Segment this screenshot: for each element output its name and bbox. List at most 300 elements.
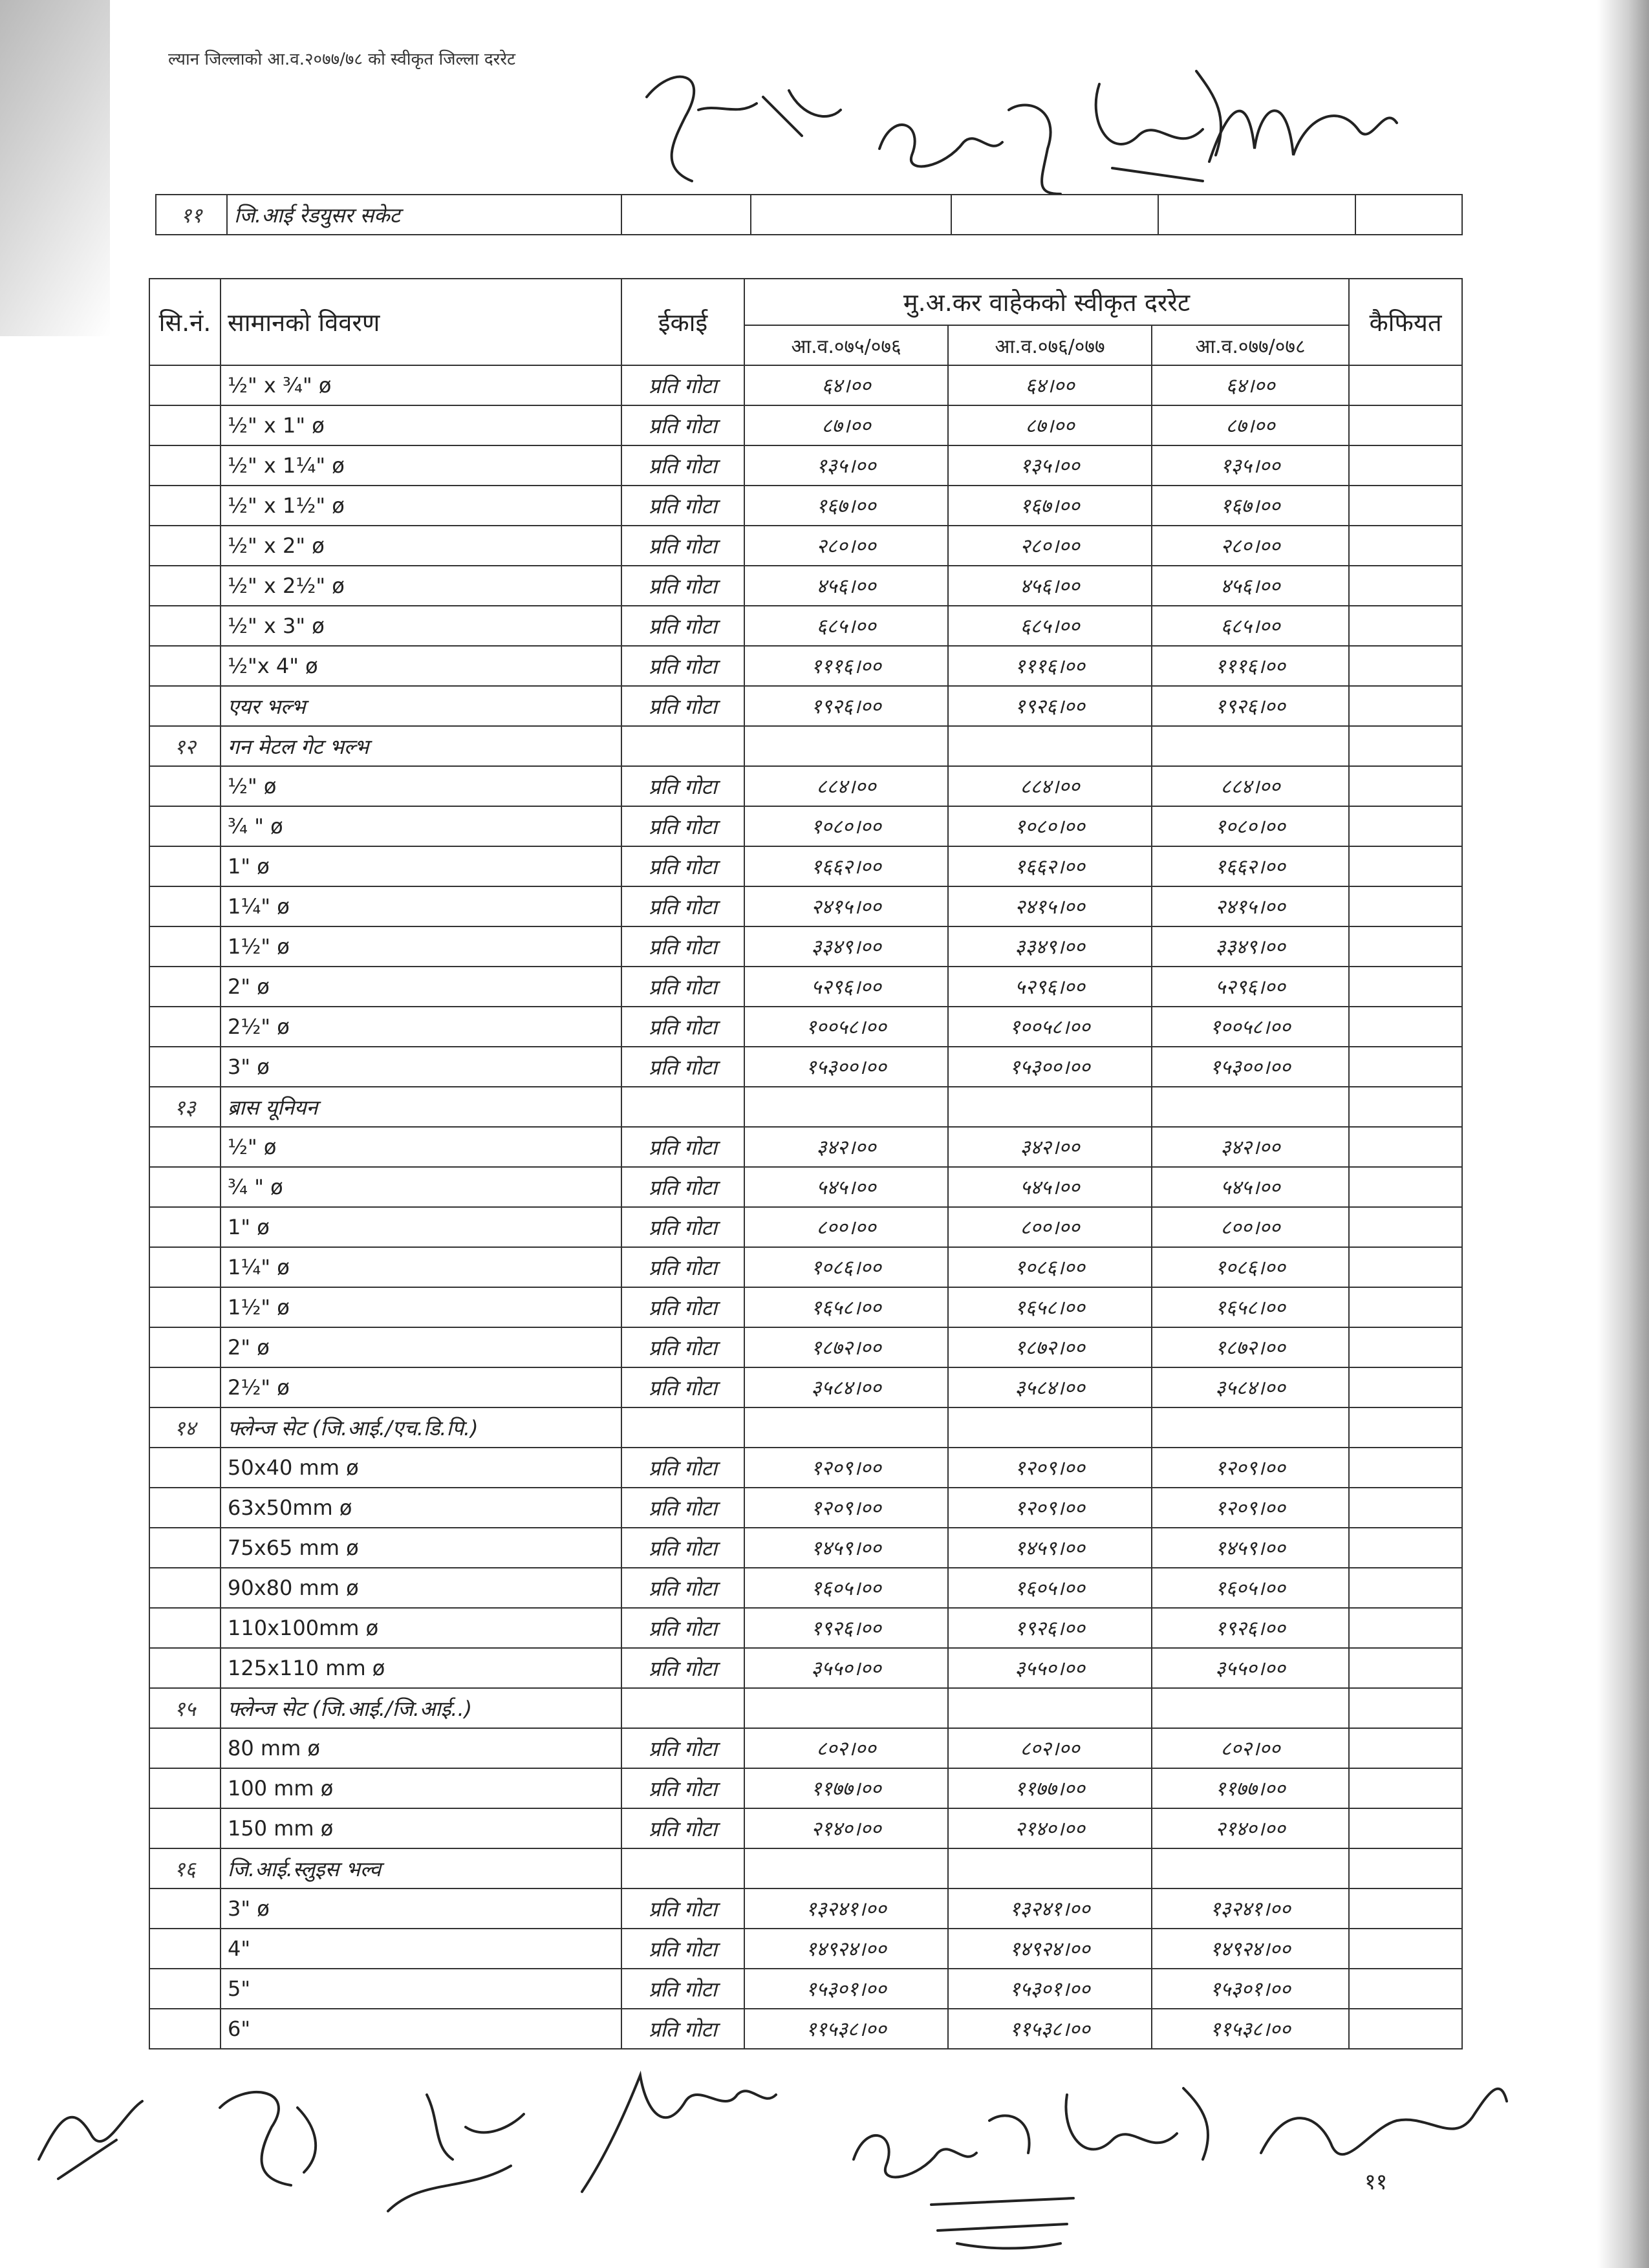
row-unit (621, 1848, 744, 1888)
table-row (149, 1648, 1462, 1688)
row-remarks (1349, 886, 1462, 926)
row-rate-1: ६४।०० (744, 365, 948, 405)
row-rate-1: १११६।०० (744, 646, 948, 686)
row-remarks (1349, 1808, 1462, 1848)
col-header-rate-group: मु.अ.कर वाहेकको स्वीकृत दररेट (744, 279, 1349, 325)
table-row (149, 1448, 1462, 1488)
table-row (149, 526, 1462, 566)
row-rate-1: १२०९।०० (744, 1448, 948, 1488)
row-unit: प्रति गोटा (621, 1247, 744, 1287)
row-unit: प्रति गोटा (621, 1007, 744, 1047)
row-rate-3: १३२४१।०० (1152, 1888, 1349, 1929)
row-item: 3" ø (221, 1888, 621, 1929)
table-group-row (149, 1688, 1462, 1728)
row-sn (149, 566, 221, 606)
row-unit: प्रति गोटा (621, 2009, 744, 2049)
row-rate-2: १५३०१।०० (948, 1969, 1152, 2009)
row-remarks (1349, 1007, 1462, 1047)
rate-table-body (149, 365, 1462, 2049)
row-sn (149, 1007, 221, 1047)
table-group-row (149, 1087, 1462, 1127)
row-item: 125x110 mm ø (221, 1648, 621, 1688)
row-item: 1½" ø (221, 1287, 621, 1327)
row-rate-1: ११७७।०० (744, 1768, 948, 1808)
row-rate-2: ११७७।०० (948, 1768, 1152, 1808)
table-row (149, 1568, 1462, 1608)
row-sn (149, 806, 221, 846)
row-remarks (1349, 1488, 1462, 1528)
table-row (149, 365, 1462, 405)
row-item: ½" x 1½" ø (221, 486, 621, 526)
signature-bottom-2 (194, 2069, 349, 2198)
row-remarks (1349, 1568, 1462, 1608)
row-item: ¾ " ø (221, 1167, 621, 1207)
row-item: 150 mm ø (221, 1808, 621, 1848)
row-sn (149, 1929, 221, 1969)
row-rate-2: ५२९६।०० (948, 967, 1152, 1007)
row-rate-3: १९२६।०० (1152, 686, 1349, 726)
row-sn: १२ (149, 726, 221, 766)
header-row-1 (149, 279, 1462, 325)
row-rate-1: ३५५०।०० (744, 1648, 948, 1688)
row-rate-3: ३५५०।०० (1152, 1648, 1349, 1688)
row-rate-2: १५३००।०० (948, 1047, 1152, 1087)
row-rate-1: ८००।०० (744, 1207, 948, 1247)
row-rate-3: १६६२।०० (1152, 846, 1349, 886)
row-rate-3: ३४२।०० (1152, 1127, 1349, 1167)
row-sn (149, 1367, 221, 1407)
row-rate-2: ८८४।०० (948, 766, 1152, 806)
signature-bottom-4 (569, 2056, 789, 2205)
row-item: गन मेटल गेट भल्भ (221, 726, 621, 766)
row-rate-2: ११५३८।०० (948, 2009, 1152, 2049)
table-group-row (149, 1848, 1462, 1888)
row-rate-2: १४९२४।०० (948, 1929, 1152, 1969)
row-unit: प्रति गोटा (621, 1929, 744, 1969)
row-item: 80 mm ø (221, 1728, 621, 1768)
row-rate-3: १५३०१।०० (1152, 1969, 1349, 2009)
row-item: 100 mm ø (221, 1768, 621, 1808)
row-remarks (1349, 486, 1462, 526)
row-sn (149, 886, 221, 926)
table-row (149, 445, 1462, 486)
row-item: 2" ø (221, 967, 621, 1007)
row-sn (149, 1608, 221, 1648)
row-sn (149, 1768, 221, 1808)
row-rate-1: १०८०।०० (744, 806, 948, 846)
row-item: 63x50mm ø (221, 1488, 621, 1528)
row-unit: प्रति गोटा (621, 526, 744, 566)
row-remarks (1349, 1087, 1462, 1127)
table-row (149, 1007, 1462, 1047)
row-rate-3: १६५८।०० (1152, 1287, 1349, 1327)
row-item: 6" (221, 2009, 621, 2049)
row-remarks (1349, 1127, 1462, 1167)
row-item: 90x80 mm ø (221, 1568, 621, 1608)
row-rate-3: १५३००।०० (1152, 1047, 1349, 1087)
row-rate-1: १८७२।०० (744, 1327, 948, 1367)
row-rate-2: १००५८।०० (948, 1007, 1152, 1047)
row-item: 1¼" ø (221, 1247, 621, 1287)
row-rate-2: ३३४९।०० (948, 926, 1152, 967)
row-rate-3: १४९२४।०० (1152, 1929, 1349, 1969)
row-rate-2: १११६।०० (948, 646, 1152, 686)
row-item: 1½" ø (221, 926, 621, 967)
row-remarks (1349, 1608, 1462, 1648)
row-sn: १४ (149, 1407, 221, 1448)
row-sn (149, 686, 221, 726)
row-sn (149, 1808, 221, 1848)
row-rate-3: १८७२।०० (1152, 1327, 1349, 1367)
row-remarks (1349, 1047, 1462, 1087)
row-remarks (1349, 1287, 1462, 1327)
col-header-sn: सि.नं. (149, 279, 221, 365)
row-item: फ्लेन्ज सेट (जि.आई./एच.डि.पि.) (221, 1407, 621, 1448)
row-unit: प्रति गोटा (621, 1488, 744, 1528)
table-row (149, 1768, 1462, 1808)
row-rate-3: ८७।०० (1152, 405, 1349, 445)
table-row (149, 1167, 1462, 1207)
table-row (149, 405, 1462, 445)
row-item: ½" x ¾" ø (221, 365, 621, 405)
table-row (149, 1888, 1462, 1929)
table-row (149, 1528, 1462, 1568)
row-rate-2 (948, 1688, 1152, 1728)
row-unit: प्रति गोटा (621, 1568, 744, 1608)
row-rate-2: ६४।०० (948, 365, 1152, 405)
row-rate-2 (948, 1407, 1152, 1448)
row-sn (149, 1247, 221, 1287)
table-row (149, 1488, 1462, 1528)
row-unit: प्रति गोटा (621, 806, 744, 846)
row-rate-3: ५२९६।०० (1152, 967, 1349, 1007)
row-rate-2 (948, 726, 1152, 766)
table-row (149, 1608, 1462, 1648)
row-rate-3: ३५८४।०० (1152, 1367, 1349, 1407)
table-row (149, 606, 1462, 646)
row-unit (621, 1688, 744, 1728)
row-sn (149, 1728, 221, 1768)
row-sn (149, 766, 221, 806)
row-rate-3: ६८५।०० (1152, 606, 1349, 646)
row-sn: १३ (149, 1087, 221, 1127)
table-row (149, 646, 1462, 686)
row-rate-2 (948, 1087, 1152, 1127)
row-rate-3: ६४।०० (1152, 365, 1349, 405)
row-remarks (1349, 926, 1462, 967)
row-unit: प्रति गोटा (621, 1448, 744, 1488)
signature-bottom-5 (841, 2082, 1048, 2198)
scan-shadow-right (1597, 0, 1649, 2268)
table-row (149, 686, 1462, 726)
col-header-description: सामानको विवरण (221, 279, 621, 365)
row-rate-1: २४१५।०० (744, 886, 948, 926)
row-rate-2: ३५५०।०० (948, 1648, 1152, 1688)
row-rate-2: १६०५।०० (948, 1568, 1152, 1608)
row-rate-2: ३५८४।०० (948, 1367, 1152, 1407)
row-rate-1: ८८४।०० (744, 766, 948, 806)
row-item: जि.आई.स्लुइस भल्व (221, 1848, 621, 1888)
row-remarks (1349, 566, 1462, 606)
row-unit: प्रति गोटा (621, 1047, 744, 1087)
table-row (149, 766, 1462, 806)
row-rate-1: १९२६।०० (744, 1608, 948, 1648)
row-item: जि.आई रेडयुसर सकेट (227, 195, 621, 235)
row-sn (149, 967, 221, 1007)
row-unit: प्रति गोटा (621, 926, 744, 967)
table-row (149, 1367, 1462, 1407)
row-rate-1: १००५८।०० (744, 1007, 948, 1047)
signature-top-4 (1190, 65, 1410, 194)
row-unit: प्रति गोटा (621, 606, 744, 646)
top-row-table (155, 194, 1463, 235)
row-rate-2: १६६२।०० (948, 846, 1152, 886)
row-sn (149, 445, 221, 486)
row-sn (149, 1327, 221, 1367)
row-remarks (1349, 1167, 1462, 1207)
row-rate-2: ६८५।०० (948, 606, 1152, 646)
row-remarks (1349, 1247, 1462, 1287)
signature-top-1 (634, 58, 854, 187)
row-rate-2: ५४५।०० (948, 1167, 1152, 1207)
row-rate-2: २१४०।०० (948, 1808, 1152, 1848)
row-rate-3 (1152, 1848, 1349, 1888)
row-unit: प्रति गोटा (621, 1127, 744, 1167)
row-rate-2: १६५८।०० (948, 1287, 1152, 1327)
row-remarks (1349, 726, 1462, 766)
row-rate-1: १५३००।०० (744, 1047, 948, 1087)
row-remarks (1349, 2009, 1462, 2049)
row-unit: प्रति गोटा (621, 1808, 744, 1848)
row-unit: प्रति गोटा (621, 1367, 744, 1407)
table-row (149, 566, 1462, 606)
rate-table (149, 278, 1463, 2049)
row-unit (621, 1087, 744, 1127)
row-unit: प्रति गोटा (621, 766, 744, 806)
row-item: 1" ø (221, 1207, 621, 1247)
row-rate-1 (751, 195, 951, 235)
row-unit: प्रति गोटा (621, 1728, 744, 1768)
row-unit: प्रति गोटा (621, 646, 744, 686)
row-rate-3 (1158, 195, 1355, 235)
row-rate-1 (744, 726, 948, 766)
row-rate-2: ३४२।०० (948, 1127, 1152, 1167)
row-rate-3 (1152, 726, 1349, 766)
row-rate-2: २८०।०० (948, 526, 1152, 566)
row-rate-1: ११५३८।०० (744, 2009, 948, 2049)
row-rate-1: ८०२।०० (744, 1728, 948, 1768)
row-unit: प्रति गोटा (621, 1207, 744, 1247)
row-rate-2: १२०९।०० (948, 1488, 1152, 1528)
row-unit: प्रति गोटा (621, 365, 744, 405)
stamp-mark (918, 2185, 1086, 2256)
row-item: 5" (221, 1969, 621, 2009)
table-row (149, 967, 1462, 1007)
page-number: ११ (1364, 2169, 1388, 2195)
row-rate-1 (744, 1087, 948, 1127)
row-sn: १५ (149, 1688, 221, 1728)
row-item: ½"x 4" ø (221, 646, 621, 686)
row-rate-1: २८०।०० (744, 526, 948, 566)
signature-top-2 (867, 71, 1073, 200)
row-remarks (1349, 1207, 1462, 1247)
row-item: 1¼" ø (221, 886, 621, 926)
row-item: ½" ø (221, 1127, 621, 1167)
table-row (149, 1929, 1462, 1969)
row-sn: १६ (149, 1848, 221, 1888)
row-unit (621, 195, 751, 235)
scan-shadow-left (0, 0, 110, 336)
row-rate-3: १३५।०० (1152, 445, 1349, 486)
row-item: फ्लेन्ज सेट (जि.आई./जि.आई..) (221, 1688, 621, 1728)
row-rate-1: ८७।०० (744, 405, 948, 445)
row-item: ½" x 1" ø (221, 405, 621, 445)
row-rate-1: ५२९६।०० (744, 967, 948, 1007)
row-item: ब्रास यूनियन (221, 1087, 621, 1127)
row-unit: प्रति गोटा (621, 1608, 744, 1648)
row-rate-1: १३५।०० (744, 445, 948, 486)
row-rate-3: १२०९।०० (1152, 1488, 1349, 1528)
row-remarks (1349, 405, 1462, 445)
row-item: 1" ø (221, 846, 621, 886)
row-item: ½" x 2" ø (221, 526, 621, 566)
table-row (149, 1808, 1462, 1848)
row-remarks (1349, 1688, 1462, 1728)
row-remarks (1349, 846, 1462, 886)
row-remarks (1349, 1528, 1462, 1568)
row-rate-3: ११५३८।०० (1152, 2009, 1349, 2049)
row-rate-3: ११७७।०० (1152, 1768, 1349, 1808)
row-remarks (1349, 646, 1462, 686)
row-remarks (1349, 766, 1462, 806)
row-rate-1: ३४२।०० (744, 1127, 948, 1167)
row-rate-2: १६७।०० (948, 486, 1152, 526)
row-rate-1: १३२४१।०० (744, 1888, 948, 1929)
row-unit: प्रति गोटा (621, 566, 744, 606)
row-rate-3: १११६।०० (1152, 646, 1349, 686)
table-row (149, 886, 1462, 926)
signature-bottom-1 (19, 2062, 175, 2192)
row-unit: प्रति गोटा (621, 1287, 744, 1327)
row-remarks (1349, 1888, 1462, 1929)
row-remarks (1349, 806, 1462, 846)
row-item: ¾ " ø (221, 806, 621, 846)
row-sn (149, 1969, 221, 2009)
row-rate-1: १९२६।०० (744, 686, 948, 726)
table-row (149, 1247, 1462, 1287)
row-item: 110x100mm ø (221, 1608, 621, 1648)
row-rate-3: ८००।०० (1152, 1207, 1349, 1247)
table-row (149, 846, 1462, 886)
row-unit: प्रति गोटा (621, 967, 744, 1007)
row-rate-2: १९२६।०० (948, 1608, 1152, 1648)
row-sn (149, 486, 221, 526)
row-rate-2: १२०९।०० (948, 1448, 1152, 1488)
table-row (149, 2009, 1462, 2049)
row-sn (149, 1167, 221, 1207)
row-rate-3: ३३४९।०० (1152, 926, 1349, 967)
row-rate-2 (951, 195, 1158, 235)
row-rate-1 (744, 1407, 948, 1448)
row-rate-1 (744, 1688, 948, 1728)
row-remarks (1349, 1728, 1462, 1768)
table-row (149, 1728, 1462, 1768)
row-rate-3: ८०२।०० (1152, 1728, 1349, 1768)
table-row (149, 486, 1462, 526)
row-rate-2: ८०२।०० (948, 1728, 1152, 1768)
row-rate-2: ८७।०० (948, 405, 1152, 445)
row-rate-1: १०८६।०० (744, 1247, 948, 1287)
row-unit: प्रति गोटा (621, 1768, 744, 1808)
row-unit: प्रति गोटा (621, 1888, 744, 1929)
row-unit: प्रति गोटा (621, 1969, 744, 2009)
row-rate-1: १२०९।०० (744, 1488, 948, 1528)
row-sn: ११ (156, 195, 227, 235)
row-remarks (1349, 1848, 1462, 1888)
row-sn (149, 1888, 221, 1929)
table-group-row (149, 1407, 1462, 1448)
row-remarks (1349, 1929, 1462, 1969)
row-sn (149, 405, 221, 445)
row-rate-3: १६०५।०० (1152, 1568, 1349, 1608)
row-rate-2: १३२४१।०० (948, 1888, 1152, 1929)
row-item: एयर भल्भ (221, 686, 621, 726)
table-row (156, 195, 1462, 235)
row-remarks (1349, 526, 1462, 566)
table-row (149, 1287, 1462, 1327)
row-rate-3: २१४०।०० (1152, 1808, 1349, 1848)
row-item: ½" x 1¼" ø (221, 445, 621, 486)
row-item: 75x65 mm ø (221, 1528, 621, 1568)
row-rate-1: १६६२।०० (744, 846, 948, 886)
row-rate-3: १०८६।०० (1152, 1247, 1349, 1287)
row-sn (149, 1127, 221, 1167)
row-rate-3: ४५६।०० (1152, 566, 1349, 606)
row-rate-1: ३३४९।०० (744, 926, 948, 967)
col-header-unit: ईकाई (621, 279, 744, 365)
row-remarks (1349, 686, 1462, 726)
row-remarks (1349, 1448, 1462, 1488)
col-header-year-2: आ.व.०७६/०७७ (948, 325, 1152, 365)
table-group-row (149, 726, 1462, 766)
row-remarks (1349, 1969, 1462, 2009)
row-item: ½" x 3" ø (221, 606, 621, 646)
row-rate-2 (948, 1848, 1152, 1888)
row-rate-1: १४५९।०० (744, 1528, 948, 1568)
row-sn (149, 2009, 221, 2049)
row-remarks (1349, 967, 1462, 1007)
row-sn (149, 526, 221, 566)
page-header: ल्यान जिल्लाको आ.व.२०७७/७८ को स्वीकृत जिल्ला दररेट (168, 50, 516, 69)
row-remarks (1349, 606, 1462, 646)
row-remarks (1349, 365, 1462, 405)
table-row (149, 806, 1462, 846)
row-rate-1: ३५८४।०० (744, 1367, 948, 1407)
row-rate-1: २१४०।०० (744, 1808, 948, 1848)
table-row (149, 1327, 1462, 1367)
row-unit: प्रति गोटा (621, 1528, 744, 1568)
row-unit (621, 1407, 744, 1448)
row-rate-1: ६८५।०० (744, 606, 948, 646)
signature-bottom-6 (1048, 2069, 1242, 2198)
row-unit: प्रति गोटा (621, 846, 744, 886)
row-rate-3 (1152, 1688, 1349, 1728)
row-rate-3: १४५९।०० (1152, 1528, 1349, 1568)
row-sn (149, 1568, 221, 1608)
row-item: 4" (221, 1929, 621, 1969)
row-rate-3 (1152, 1087, 1349, 1127)
row-item: ½" ø (221, 766, 621, 806)
